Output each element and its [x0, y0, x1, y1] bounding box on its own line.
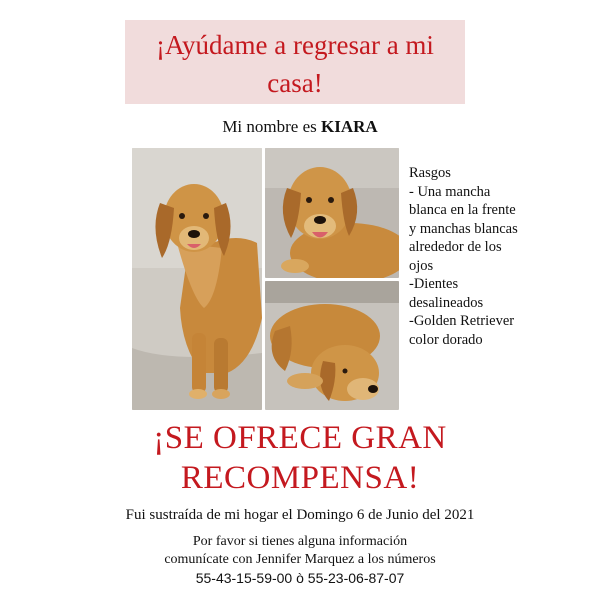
traits-line: y manchas blancas — [409, 220, 518, 237]
traits-line: -Golden Retriever — [409, 313, 515, 329]
traits-title: Rasgos — [409, 165, 451, 181]
dog-name: KIARA — [321, 117, 378, 136]
contact-line-1: Por favor si tienes alguna información — [192, 534, 408, 549]
photo-dog-standing — [132, 148, 262, 410]
title-line-2: casa! — [267, 68, 323, 98]
photo-dog-lying-head-up — [265, 148, 399, 278]
reward-line-1: ¡SE OFRECE GRAN — [153, 420, 447, 456]
traits-line: desalineados — [409, 294, 484, 311]
reward-line-2: RECOMPENSA! — [180, 460, 420, 496]
dog-name-line — [0, 117, 600, 137]
photo-dog-resting — [265, 281, 399, 410]
reward-heading — [0, 418, 600, 498]
traits-line: - Una mancha — [409, 183, 491, 200]
traits-line: ojos — [409, 257, 434, 274]
traits-line: -Dientes — [409, 276, 459, 292]
traits-list — [409, 164, 559, 349]
name-prefix: Mi nombre es — [222, 117, 321, 136]
phone-numbers: 55-43-15-59-00 ò 55-23-06-87-07 — [195, 570, 405, 586]
title-line-1: ¡Ayúdame a regresar a mi — [156, 30, 434, 60]
contact-line-2: comunícate con Jennifer Marquez a los números — [164, 552, 436, 567]
traits-line: color dorado — [409, 331, 483, 348]
traits-line: alrededor de los — [409, 239, 502, 255]
traits-line: blanca en la frente — [409, 202, 516, 218]
stolen-notice: Fui sustraída de mi hogar el Domingo 6 de Junio del 2021 — [125, 507, 475, 523]
contact-info — [0, 533, 600, 587]
title-banner — [125, 20, 465, 104]
